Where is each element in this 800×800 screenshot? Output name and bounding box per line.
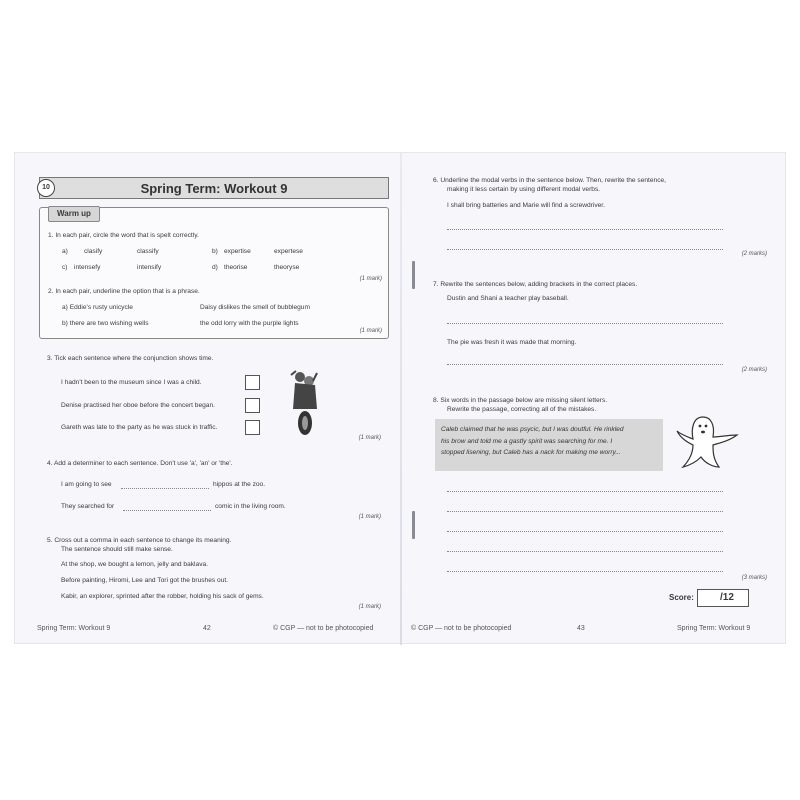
q1-a-label: a) xyxy=(62,248,68,255)
q2-a2: Daisy dislikes the smell of bubblegum xyxy=(200,304,310,311)
q1-c1: intensefy xyxy=(74,264,101,271)
score-total: /12 xyxy=(720,592,734,603)
q7-marks: (2 marks) xyxy=(741,367,767,373)
q3-tick-box-1[interactable] xyxy=(245,375,260,390)
q6-answer-line-2[interactable] xyxy=(447,249,723,250)
q1-b1: expertise xyxy=(224,248,251,255)
q3-sentence-3: Gareth was late to the party as he was stuck in traffic. xyxy=(61,424,218,431)
q3-tick-box-2[interactable] xyxy=(245,398,260,413)
q4-answer-line-1[interactable] xyxy=(121,488,209,489)
q8-passage xyxy=(435,419,663,471)
q1-a2: classify xyxy=(137,248,159,255)
score-box[interactable] xyxy=(697,589,749,607)
title-bar xyxy=(39,177,389,199)
ghost-illustration-icon xyxy=(673,411,743,471)
q2-marks: (1 mark) xyxy=(359,328,382,334)
q3-sentence-1: I hadn't been to the museum since I was a child. xyxy=(61,379,202,386)
q4-s2a: They searched for xyxy=(61,503,115,510)
q5-prompt-2: The sentence should still make sense. xyxy=(61,546,173,553)
q1-a1: clasify xyxy=(84,248,103,255)
q1-d1: theorise xyxy=(224,264,248,271)
q3-marks: (1 mark) xyxy=(358,435,381,441)
q8-line-3: stopped lisening, but Caleb has a nack for making me worry... xyxy=(441,449,621,457)
q1-marks: (1 mark) xyxy=(359,276,382,282)
q8-prompt-2: Rewrite the passage, correcting all of the mistakes. xyxy=(447,406,597,413)
q4-marks: (1 mark) xyxy=(358,514,381,520)
q1-c-label: c) xyxy=(62,264,68,271)
page-title: Spring Term: Workout 9 xyxy=(140,181,288,196)
footer-copyright: © CGP — not to be photocopied xyxy=(273,625,374,632)
q7-answer-line-2[interactable] xyxy=(447,364,723,365)
q2-prompt: 2. In each pair, underline the option that is a phrase. xyxy=(48,288,200,295)
warm-up-box xyxy=(39,207,389,339)
footer-left-title: Spring Term: Workout 9 xyxy=(37,625,111,632)
clock-badge-icon: 10 xyxy=(37,179,55,197)
q6-sentence: I shall bring batteries and Marie will find a screwdriver. xyxy=(447,202,605,209)
q4-s1a: I am going to see xyxy=(61,481,112,488)
q1-b2: expertese xyxy=(274,248,303,255)
warm-up-label: Warm up xyxy=(48,206,100,222)
q5-sentence-3: Kabir, an explorer, sprinted after the robber, holding his sack of gems. xyxy=(61,593,264,600)
q2-a: a) Eddie's rusty unicycle xyxy=(62,304,133,311)
q8-answer-line-5[interactable] xyxy=(447,571,723,572)
footer-right-title: Spring Term: Workout 9 xyxy=(677,625,751,632)
q2-b2: the odd lorry with the purple lights xyxy=(200,320,299,327)
q1-d2: theoryse xyxy=(274,264,300,271)
q5-sentence-2: Before painting, Hiromi, Lee and Tori got the brushes out. xyxy=(61,577,229,584)
q8-answer-line-2[interactable] xyxy=(447,511,723,512)
q6-prompt-1: 6. Underline the modal verbs in the sentence below. Then, rewrite the sentence, xyxy=(433,177,666,184)
q7-sentence-1: Dustin and Shani a teacher play baseball. xyxy=(447,295,569,302)
footer-page-number: 42 xyxy=(203,625,211,632)
q2-b: b) there are two wishing wells xyxy=(62,320,149,327)
q7-answer-line-1[interactable] xyxy=(447,323,723,324)
q4-prompt: 4. Add a determiner to each sentence. Don't use 'a', 'an' or 'the'. xyxy=(47,460,233,467)
q8-answer-line-4[interactable] xyxy=(447,551,723,552)
q8-answer-line-1[interactable] xyxy=(447,491,723,492)
q3-prompt: 3. Tick each sentence where the conjunction shows time. xyxy=(47,355,214,362)
q1-b-label: b) xyxy=(212,248,218,255)
workbook-spread xyxy=(14,152,786,644)
q5-prompt-1: 5. Cross out a comma in each sentence to change its meaning. xyxy=(47,537,232,544)
q8-prompt-1: 8. Six words in the passage below are missing silent letters. xyxy=(433,397,608,404)
q4-s2b: comic in the living room. xyxy=(215,503,286,510)
q7-prompt: 7. Rewrite the sentences below, adding brackets in the correct places. xyxy=(433,281,638,288)
footer-copyright-right: © CGP — not to be photocopied xyxy=(411,625,512,632)
q6-answer-line-1[interactable] xyxy=(447,229,723,230)
q6-marks: (2 marks) xyxy=(741,251,767,257)
page-43 xyxy=(401,153,787,645)
q3-tick-box-3[interactable] xyxy=(245,420,260,435)
q4-s1b: hippos at the zoo. xyxy=(213,481,266,488)
q5-sentence-1: At the shop, we bought a lemon, jelly and baklava. xyxy=(61,561,208,568)
page-42 xyxy=(15,153,401,645)
footer-page-number-right: 43 xyxy=(577,625,585,632)
score-label: Score: xyxy=(669,593,694,602)
q6-prompt-2: making it less certain by using different modal verbs. xyxy=(447,186,601,193)
q8-marks: (3 marks) xyxy=(741,575,767,581)
q3-sentence-2: Denise practised her oboe before the concert began. xyxy=(61,402,215,409)
q5-marks: (1 mark) xyxy=(358,604,381,610)
q1-d-label: d) xyxy=(212,264,218,271)
q8-line-1: Caleb claimed that he was psycic, but I was doutful. He rinkled xyxy=(441,426,624,433)
q8-answer-line-3[interactable] xyxy=(447,531,723,532)
motorcycle-riders-illustration-icon xyxy=(287,369,323,437)
q1-c2: intensify xyxy=(137,264,162,271)
q8-line-2: his brow and told me a gastly spirit was searching for me. I xyxy=(441,437,613,445)
q4-answer-line-2[interactable] xyxy=(123,510,211,511)
q7-sentence-2: The pie was fresh it was made that morning. xyxy=(447,339,577,346)
q1-prompt: 1. In each pair, circle the word that is spelt correctly. xyxy=(48,232,199,239)
